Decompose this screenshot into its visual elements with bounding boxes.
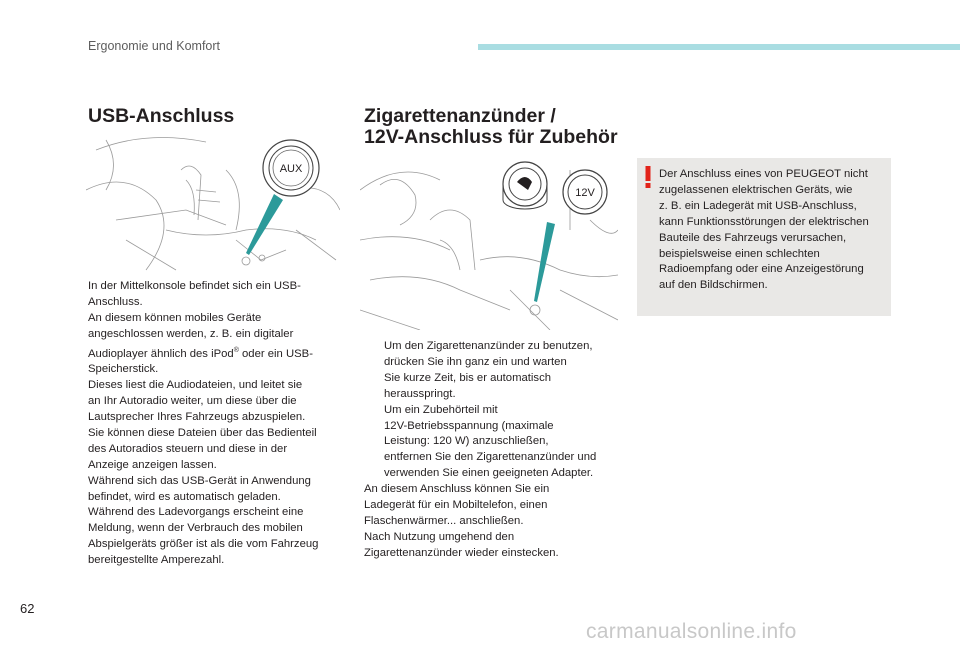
aux-label: AUX [279,163,303,175]
usb-line: In der Mittelkonsole befindet sich ein USB- [88,280,301,292]
socket-line: Flaschenwärmer... anschließen. [364,514,524,527]
usb-line: Speicherstick. [88,363,159,376]
socket-line: Zigarettenanzünder wieder einstecken. [364,546,559,559]
socket-12v-label: 12V [575,187,595,199]
header-bar [478,44,960,50]
socket-illustration [360,160,618,330]
usb-line: bereitgestellte Amperezahl. [88,554,225,567]
socket-line: An diesem Anschluss können Sie ein [364,483,550,496]
usb-line: An diesem können mobiles Geräte [88,311,262,324]
usb-line-ipod: Audioplayer ähnlich des iPod® oder ein USB- [88,346,313,360]
usb-line: Anschluss. [88,295,143,308]
section-label: Ergonomie und Komfort [88,39,221,53]
socket-line: Nach Nutzung umgehend den [364,530,515,543]
usb-line: Anzeige anzeigen lassen. [88,458,217,471]
usb-line: Abspielgeräts größer ist als die vom Fahrzeug [88,538,319,551]
bullet-item: Um ein Zubehörteil mit 12V-Betriebsspannung (maximale Leistung: 120 W) anzuschließen, entfernen Sie den Zigarettenanzünder und verwenden Sie einen geeigneten Adapter. [384,403,597,480]
usb-line: Meldung, wenn der Verbrauch des mobilen [88,522,303,535]
warning-text: Der Anschluss eines von PEUGEOT nicht zugelassenen elektrischen Geräts, wie z. B. ein Ladegerät mit USB-Anschluss, kann Funktionsstörungen der elektrischen Bauteile des Fahrzeugs verursachen, beispielsweise einen schlechten Radioempfang oder eine Anzeigestörung auf den Bildschirmen. [659,168,869,292]
usb-line: Dieses liest die Audiodateien, und leitet sie [88,379,303,392]
socket-title: Zigarettenanzünder / 12V-Anschluss für Zubehör [364,105,618,148]
usb-line: Lautsprecher Ihres Fahrzeugs abzuspielen. [88,411,306,424]
usb-line: des Autoradios steuern und diese in der [88,442,288,455]
usb-title: USB-Anschluss [88,105,235,127]
page-number: 62 [20,601,35,616]
usb-line: befindet, wird es automatisch geladen. [88,490,281,503]
bullet-item: Um den Zigarettenanzünder zu benutzen, drücken Sie ihn ganz ein und warten Sie kurze Zeit, bis er automatisch herausspringt. [384,340,593,400]
usb-line: Während sich das USB-Gerät in Anwendung [88,474,311,487]
usb-line: Sie können diese Dateien über das Bedienteil [88,426,317,439]
socket-body [364,339,624,562]
watermark: carmanualsonline.info [586,620,797,643]
usb-illustration [86,130,340,272]
usb-body [88,279,346,569]
usb-line: angeschlossen werden, z. B. ein digitaler [88,327,294,340]
socket-line: Ladegerät für ein Mobiltelefon, einen [364,499,548,512]
warning-icon [645,166,650,193]
usb-line: Während des Ladevorgangs erscheint eine [88,506,304,519]
usb-line: an Ihr Autoradio weiter, um diese über die [88,395,297,408]
